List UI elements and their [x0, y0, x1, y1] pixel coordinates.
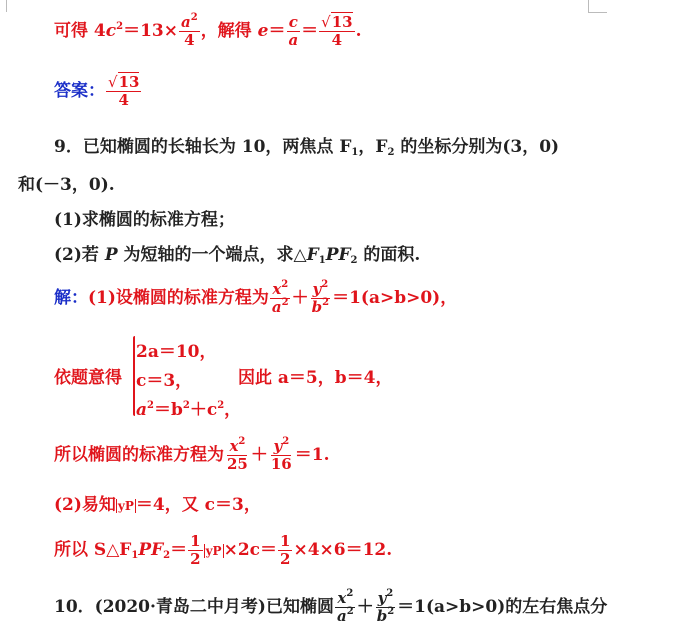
equation-system-brace — [133, 336, 135, 416]
fraction-sqrt13-over-4: $\frac{√13}{4}$ — [321, 13, 353, 49]
system-row-1: 2a＝10， — [136, 342, 217, 362]
question-10-line-1: 10．(2020·青岛二中月考)已知椭圆 $\frac{x^2}{a^2}$ ＋ $\frac{y^2}{b^2}$ ＝1(a>b>0)的左右焦点分 — [54, 588, 608, 625]
system-row-3: $a^2=b^2+c^2$， — [136, 400, 242, 420]
question-9-part-2: (2)若 P 为短轴的一个端点，求$\triangle F_1PF_2$ 的面积. — [54, 245, 421, 266]
question-9-part-1: (1)求椭圆的标准方程； — [54, 210, 235, 230]
page-corner-left — [0, 0, 7, 12]
solution-line-e: 可得 $4c^2=13\times$ $\frac{a^2}{4}$ ，解得 e＝ $\frac{c}{a}$ ＝ $\frac{√13}{4}$ . — [54, 12, 362, 49]
abs-yp: yP — [117, 499, 134, 513]
area-line: 所以 $S\triangle F_1PF_2=$ $\frac{1}{2}$ yP ×2c＝ $\frac{1}{2}$ ×4×6＝12. — [54, 532, 393, 568]
system-row-2: c＝3， — [136, 371, 193, 391]
standard-equation-line: 所以椭圆的标准方程为 $\frac{x^2}{25}$ ＋ $\frac{y^2}{16}$ ＝1. — [54, 436, 330, 473]
fraction-c-over-a: $\frac{c}{a}$ — [288, 13, 299, 49]
question-9-line-2: 和(－3，0). — [18, 175, 115, 195]
fraction-a2-over-4: $\frac{a^2}{4}$ — [180, 12, 198, 49]
answer-line — [54, 74, 142, 109]
answer-label: 答案： — [54, 81, 105, 101]
solution-step-1: 解：(1)设椭圆的标准方程为 $\frac{x^2}{a^2}$ ＋ $\frac{y^2}{b^2}$ ＝1(a>b>0)， — [54, 279, 458, 316]
question-9-line-1: 9．已知椭圆的长轴长为 10，两焦点 $F_1$，$F_2$ 的坐标分别为(3，0) — [54, 137, 560, 158]
solution-step-2: (2)易知 yP ＝4，又 c＝3， — [54, 495, 261, 515]
solution-label: 解： — [54, 288, 88, 308]
system-label: 依题意得 — [54, 368, 122, 388]
page-corner-right — [588, 0, 607, 13]
therefore-line: 因此 a＝5，b＝4， — [238, 368, 393, 388]
answer-fraction: $\frac{√13}{4}$ — [108, 73, 140, 109]
